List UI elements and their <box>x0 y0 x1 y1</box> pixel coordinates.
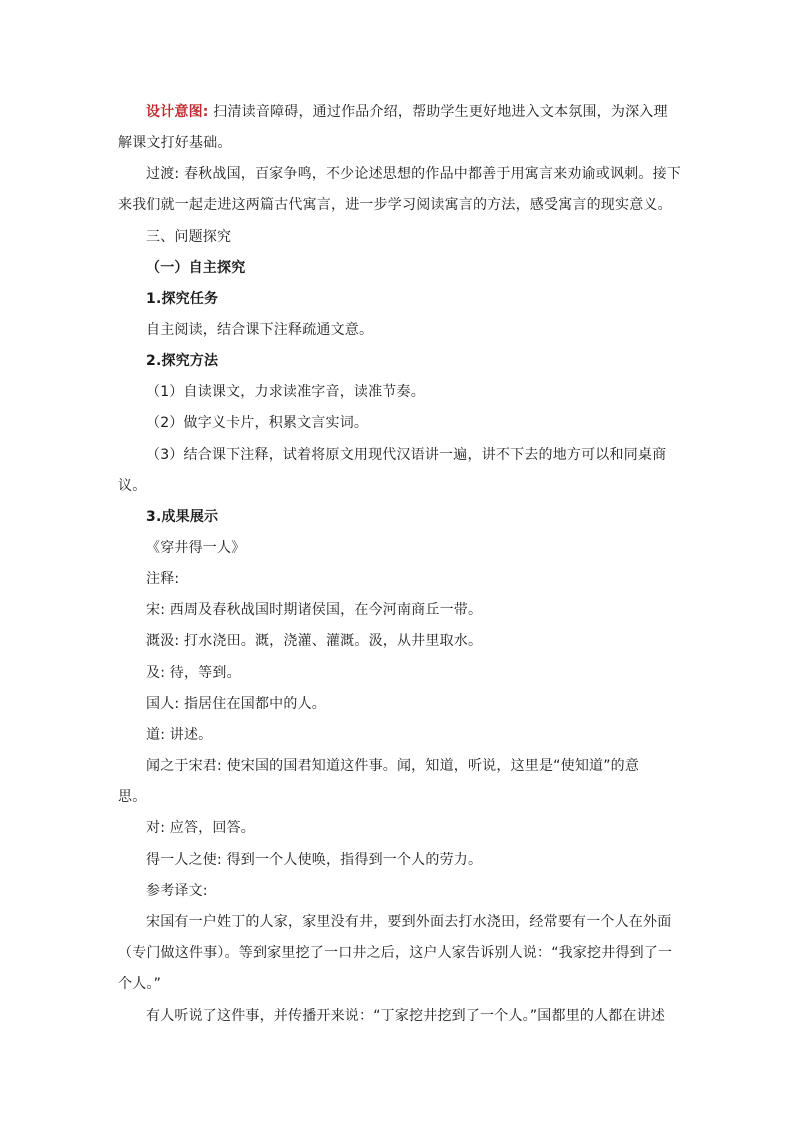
result-heading: 3.成果展示 <box>146 509 219 525</box>
note-dao: 道: 讲述。 <box>146 727 213 743</box>
note-gaiji: 溉汲: 打水浇田。溉，浇灌、灌溉。汲，从井里取水。 <box>146 633 483 649</box>
note-wen-line-2: 思。 <box>118 789 147 805</box>
translation-p1-line-3: 个人。” <box>118 976 162 992</box>
subsection-heading-self-inquiry: （一）自主探究 <box>146 260 246 276</box>
method-item-1: （1）自读课文，力求读准字音，读准节奏。 <box>146 384 425 400</box>
story-title: 《穿井得一人》 <box>146 540 246 556</box>
note-wen-line-1: 闻之于宋君: 使宋国的国君知道这件事。闻，知道，听说，这里是“使知道”的意 <box>146 758 640 774</box>
method-item-3-line-2: 议。 <box>118 478 147 494</box>
translation-label: 参考译文: <box>146 883 208 899</box>
note-guoren: 国人: 指居住在国都中的人。 <box>146 696 326 712</box>
transition-line-2: 来我们就一起走进这两篇古代寓言，进一步学习阅读寓言的方法，感受寓言的现实意义。 <box>118 197 672 213</box>
translation-p1-line-2: （专门做这件事）。等到家里挖了一口井之后，这户人家告诉别人说：“我家挖井得到了一 <box>118 945 673 961</box>
design-intent-label: 设计意图: <box>146 104 209 120</box>
design-intent-line-1 <box>146 102 706 122</box>
section-heading-problem-inquiry: 三、问题探究 <box>146 229 232 245</box>
transition-line-1: 过渡: 春秋战国，百家争鸣，不少论述思想的作品中都善于用寓言来劝谕或讽刺。接下 <box>146 166 681 182</box>
method-heading: 2.探究方法 <box>146 353 219 369</box>
note-song: 宋: 西周及春秋战国时期诸侯国，在今河南商丘一带。 <box>146 602 483 618</box>
method-item-2: （2）做字义卡片，积累文言实词。 <box>146 415 369 431</box>
note-ji: 及: 待，等到。 <box>146 665 241 681</box>
task-text: 自主阅读，结合课下注释疏通文意。 <box>146 322 374 338</box>
task-heading: 1.探究任务 <box>146 291 219 307</box>
design-intent-text: 扫清读音障碍，通过作品介绍，帮助学生更好地进入文本氛围，为深入理 <box>213 104 668 120</box>
design-intent-line-2: 解课文打好基础。 <box>118 135 232 151</box>
notes-label: 注释: <box>146 571 180 587</box>
note-dui: 对: 应答，回答。 <box>146 820 255 836</box>
translation-p2-line-1: 有人听说了这件事，并传播开来说：“丁家挖井挖到了一个人。”国都里的人都在讲述 <box>146 1008 666 1024</box>
translation-p1-line-1: 宋国有一户姓丁的人家，家里没有井，要到外面去打水浇田，经常要有一个人在外面 <box>146 914 672 930</box>
method-item-3-line-1: （3）结合课下注释，试着将原文用现代汉语讲一遍，讲不下去的地方可以和同桌商 <box>146 447 667 463</box>
note-deyiren: 得一人之使: 得到一个人使唤，指得到一个人的劳力。 <box>146 852 483 868</box>
